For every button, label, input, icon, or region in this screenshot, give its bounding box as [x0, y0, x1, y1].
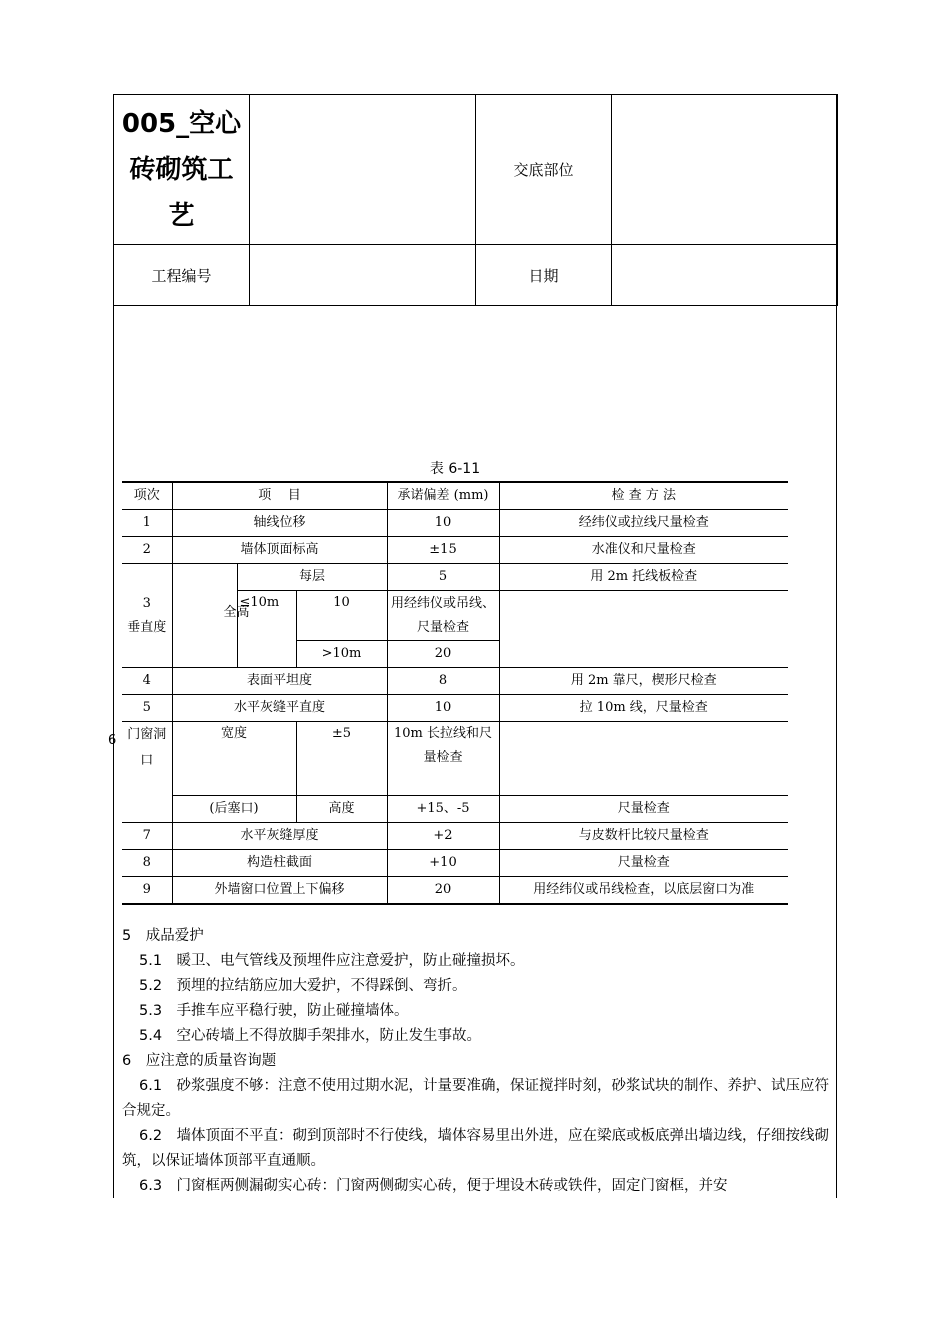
table-row [122, 823, 788, 850]
cell-method: 拉 10m 线，尺量检查 [499, 695, 788, 722]
cell-method: 用 2m 靠尺，楔形尺检查 [499, 668, 788, 695]
le10-label: ≤10m [239, 595, 280, 610]
title-value-cell[interactable] [250, 95, 476, 245]
cell-tolerance: +2 [387, 823, 499, 850]
section-5-2: 5.2 预埋的拉结筋应加大爱护，不得踩倒、弯折。 [139, 978, 467, 994]
cell-back-opening: (后塞口) [172, 796, 296, 823]
section-5-4: 5.4 空心砖墙上不得放脚手架排水，防止发生事故。 [139, 1028, 482, 1044]
cell-no: 4 [122, 668, 172, 695]
cell-tolerance: +10 [387, 850, 499, 877]
cell-no: 5 [122, 695, 172, 722]
date-label: 日期 [476, 245, 612, 306]
cell-no: 2 [122, 537, 172, 564]
cell-le10-value: 10 [296, 591, 387, 641]
cell-full-height [223, 591, 296, 668]
section-5-1: 5.1 暖卫、电气管线及预埋件应注意爱护，防止碰撞损坏。 [139, 953, 525, 969]
table-row [122, 695, 788, 722]
disclosure-value-cell[interactable] [612, 95, 838, 245]
table-row [122, 537, 788, 564]
table-header-row [122, 482, 788, 510]
cell-tolerance: 20 [387, 641, 499, 668]
header-item: 项 目 [172, 482, 387, 510]
cell-no: 7 [122, 823, 172, 850]
full-height-label: 全高 [223, 605, 250, 620]
cell-method: 用经纬仪或吊线、尺量检查 [387, 591, 499, 641]
table-row [122, 877, 788, 905]
section-6-2: 6.2 墙体顶面不平直：砌到顶部时不行使线，墙体容易里出外进，应在梁底或板底弹出墙边线，仔细按线砌筑，以保证墙体顶部平直通顺。 [122, 1128, 830, 1169]
cell-tolerance: 8 [387, 668, 499, 695]
cell-tolerance: +15、-5 [387, 796, 499, 823]
doc-title-line-1: 005_空心 [121, 108, 242, 139]
cell-each-floor: 每层 [237, 564, 387, 591]
project-no-label: 工程编号 [114, 245, 250, 306]
cell-window-opening: 门窗洞口 [122, 722, 172, 823]
cell-tolerance: ±15 [387, 537, 499, 564]
cell-method: 10m 长拉线和尺量检查 [387, 722, 499, 796]
header-item-no: 项次 [122, 482, 172, 510]
cell-blank [499, 591, 788, 668]
cell-method: 用经纬仪或吊线检查，以底层窗口为准 [499, 877, 788, 905]
doc-title [114, 95, 250, 245]
cell-item: 水平灰缝厚度 [172, 823, 387, 850]
cell-gt10: >10m [296, 641, 387, 668]
cell-method: 尺量检查 [499, 796, 788, 823]
cell-no: 9 [122, 877, 172, 905]
cell-no: 1 [122, 510, 172, 537]
cell-item: 表面平坦度 [172, 668, 387, 695]
section-6-title: 6 应注意的质量咨询题 [122, 1053, 277, 1069]
cell-method: 尺量检查 [499, 850, 788, 877]
cell-item: 构造柱截面 [172, 850, 387, 877]
verticality-label: 垂直度 [127, 619, 167, 635]
cell-tolerance: ±5 [296, 722, 387, 796]
row-number-marker: 6 [108, 733, 117, 748]
verticality-no: 3 [142, 595, 151, 611]
cell-method: 经纬仪或拉线尺量检查 [499, 510, 788, 537]
table-caption: 表 6-11 [429, 461, 481, 477]
cell-no: 8 [122, 850, 172, 877]
doc-title-line-2: 砖砌筑工 [129, 154, 234, 185]
table-row [122, 796, 788, 823]
tolerance-table [122, 481, 788, 905]
cell-item: 轴线位移 [172, 510, 387, 537]
header-tolerance: 承诺偏差 (mm) [387, 482, 499, 510]
disclosure-label: 交底部位 [476, 95, 612, 245]
date-value-cell[interactable] [612, 245, 838, 306]
cell-blank [499, 722, 788, 796]
cell-tolerance: 10 [387, 510, 499, 537]
section-5-title: 5 成品爱护 [122, 928, 204, 944]
cell-method: 与皮数杆比较尺量检查 [499, 823, 788, 850]
project-no-value-cell[interactable] [250, 245, 476, 306]
table-row [122, 668, 788, 695]
header-table [113, 94, 838, 306]
doc-title-line-3: 艺 [168, 200, 195, 231]
table-row [122, 510, 788, 537]
cell-method: 水准仪和尺量检查 [499, 537, 788, 564]
cell-item: 外墙窗口位置上下偏移 [172, 877, 387, 905]
cell-item: 墙体顶面标高 [172, 537, 387, 564]
cell-no-verticality [122, 564, 172, 668]
section-5-3: 5.3 手推车应平稳行驶，防止碰撞墙体。 [139, 1003, 409, 1019]
cell-width: 宽度 [172, 722, 296, 796]
section-6-3: 6.3 门窗框两侧漏砌实心砖：门窗两侧砌实心砖，便于埋设木砖或铁件，固定门窗框，并安 [139, 1178, 728, 1194]
table-row [122, 722, 788, 796]
section-6-1: 6.1 砂浆强度不够：注意不使用过期水泥，计量要准确，保证搅拌时刻，砂浆试块的制作、养护、试压应符合规定。 [122, 1078, 830, 1119]
cell-tolerance: 5 [387, 564, 499, 591]
cell-tolerance: 10 [387, 695, 499, 722]
table-row [122, 850, 788, 877]
cell-item: 水平灰缝平直度 [172, 695, 387, 722]
header-method: 检 查 方 法 [499, 482, 788, 510]
cell-height: 高度 [296, 796, 387, 823]
body-text [122, 924, 830, 1199]
cell-tolerance: 20 [387, 877, 499, 905]
table-row [122, 564, 788, 591]
cell-method: 用 2m 托线板检查 [499, 564, 788, 591]
